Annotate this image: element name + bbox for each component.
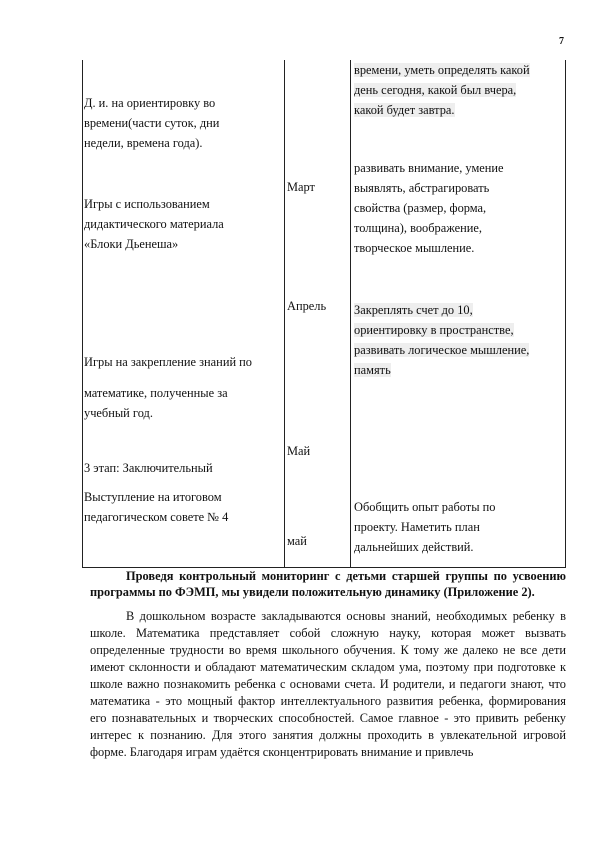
activity-council-speech: Выступление на итоговом педагогическом совете № 4 bbox=[84, 490, 229, 524]
month-may-lower: май bbox=[287, 534, 307, 548]
table-divider-2 bbox=[350, 60, 351, 568]
month-april: Апрель bbox=[287, 299, 327, 313]
stage-final: 3 этап: Заключительный bbox=[84, 461, 213, 475]
table-border-left bbox=[82, 60, 83, 568]
goal-time-orientation: времени, уметь определять какой день сегодня, какой был вчера, какой будет завтра. bbox=[354, 63, 530, 117]
plan-table bbox=[82, 60, 566, 568]
goal-summary: Обобщить опыт работы по проекту. Наметить план дальнейших действий. bbox=[354, 500, 496, 554]
activity-consolidation-title: Игры на закрепление знаний по bbox=[84, 355, 252, 369]
goal-attention: развивать внимание, умение выявлять, абстрагировать свойства (размер, форма, толщина), воображение, творческое мышление. bbox=[354, 161, 504, 255]
page-number: 7 bbox=[559, 36, 564, 47]
table-border-right bbox=[565, 60, 566, 568]
month-march: Март bbox=[287, 180, 315, 194]
month-may: Май bbox=[287, 444, 311, 458]
goal-counting: Закреплять счет до 10, ориентировку в пространстве, развивать логическое мышление, память bbox=[354, 303, 530, 377]
activity-time-orientation: Д. и. на ориентировку во времени(части суток, дни недели, времена года). bbox=[84, 96, 220, 150]
monitoring-paragraph: Проведя контрольный мониторинг с детьми старшей группы по усвоению программы по ФЭМП, мы увидели положительную динамику (Приложение 2). bbox=[90, 569, 566, 599]
table-divider-1 bbox=[284, 60, 285, 568]
activity-dienes-blocks: Игры с использованием дидактического материала «Блоки Дьенеша» bbox=[84, 197, 224, 251]
activity-consolidation-rest: математике, полученные за учебный год. bbox=[84, 386, 228, 420]
body-paragraph: В дошкольном возрасте закладываются основы знаний, необходимых ребенку в школе. Математика представляет собой сложную науку, которая может вызвать определенные трудности во время школьного обучения. К тому же далеко не все дети имеют склонности и обладают математическим складом ума, поэтому при подготовке к школе важно познакомить ребенка с основами счета. И родители, и педагоги знают, что математика - это мощный фактор интеллектуального развития ребенка, формирования его познавательных и творческих способностей. Самое главное - это привить ребенку интерес к познанию. Для этого занятия должны проходить в увлекательной игровой форме. Благодаря играм удаётся сконцентрировать внимание и привлечь bbox=[90, 609, 566, 759]
